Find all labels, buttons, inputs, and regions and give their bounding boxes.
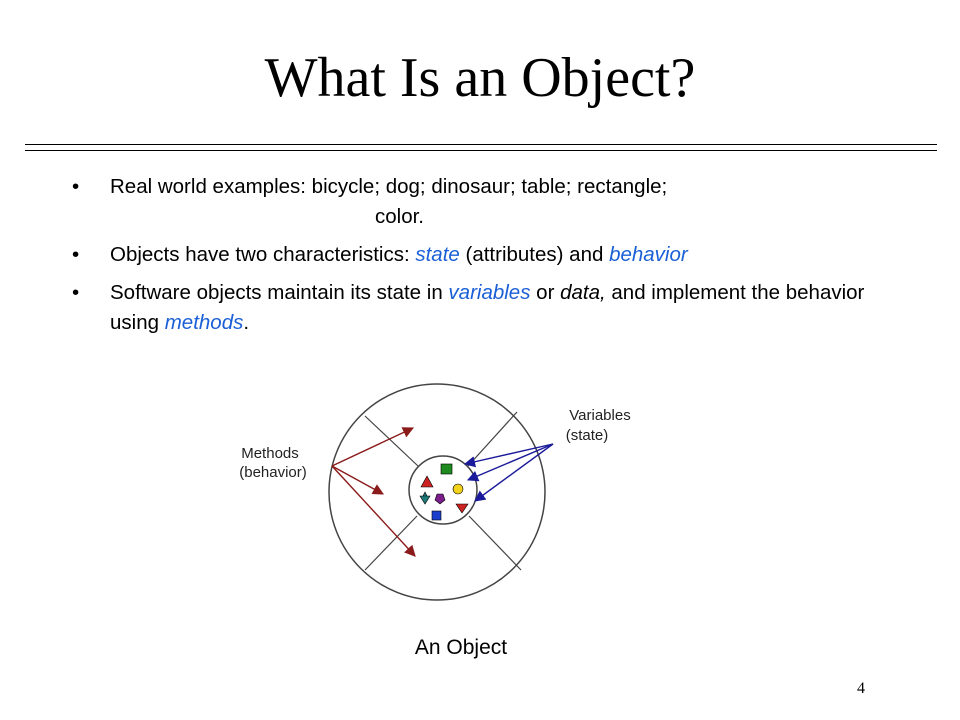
- figure-caption: An Object: [414, 636, 508, 659]
- yellow-circle-icon: [453, 484, 463, 494]
- title-rule-top: [25, 144, 937, 145]
- methods-sublabel: (behavior): [239, 464, 307, 481]
- purple-pentagon-icon: [435, 494, 445, 504]
- bullet-dot: •: [72, 281, 80, 304]
- red-down-triangle-icon: [456, 504, 468, 513]
- spoke-line: [469, 516, 521, 570]
- green-square-icon: [441, 464, 452, 474]
- slide-title: What Is an Object?: [264, 47, 696, 109]
- bullet-item: [72, 172, 902, 232]
- bullet-text: Objects have two characteristics:: [110, 243, 416, 266]
- term-variables: variables: [448, 281, 531, 304]
- term-behavior: behavior: [609, 243, 688, 266]
- teal-star-icon-lower: [420, 496, 430, 504]
- object-diagram: [225, 380, 685, 630]
- bullet-text: Software objects maintain its state in: [110, 281, 449, 304]
- object-diagram-svg: [225, 380, 685, 630]
- bullet-text: .: [243, 311, 250, 334]
- bullet-dot: •: [72, 175, 80, 198]
- variables-sublabel: (state): [565, 427, 609, 444]
- page-number: 4: [857, 680, 865, 697]
- bullet-continuation: color.: [375, 205, 424, 228]
- term-data: data,: [560, 281, 606, 304]
- bullet-dot: •: [72, 243, 80, 266]
- red-triangle-icon: [421, 476, 433, 487]
- bullet-text: (attributes) and: [459, 243, 610, 266]
- methods-arrow: [332, 466, 383, 494]
- spoke-line: [365, 416, 418, 466]
- bullet-item: [72, 278, 902, 338]
- term-methods: methods: [164, 311, 244, 334]
- bullet-list: [72, 172, 902, 346]
- blue-square-icon: [432, 511, 441, 520]
- methods-arrow: [332, 466, 415, 556]
- spoke-line: [365, 516, 417, 570]
- title-rule-bottom: [25, 150, 937, 151]
- bullet-item: [72, 240, 902, 270]
- methods-arrow: [332, 428, 413, 466]
- bullet-text: and implement the behavior using: [110, 281, 865, 334]
- bullet-text: Real world examples: bicycle; dog; dinosaur; table; rectangle;: [110, 175, 668, 198]
- term-state: state: [415, 243, 460, 266]
- methods-label: Methods: [241, 445, 299, 462]
- bullet-text: or: [530, 281, 561, 304]
- variables-label: Variables: [569, 407, 631, 424]
